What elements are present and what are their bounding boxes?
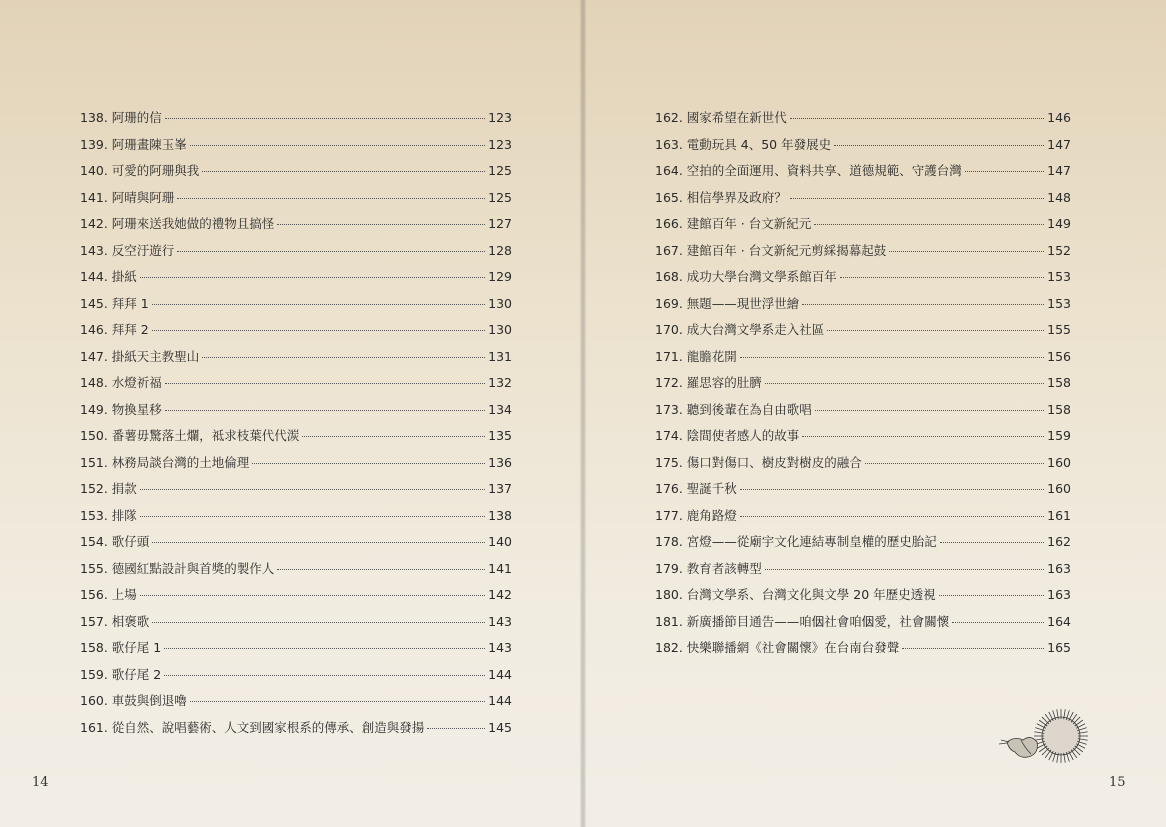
- toc-entry-page: 138: [488, 507, 512, 523]
- toc-entry: [655, 370, 1071, 397]
- toc-entry-title: 175. 傷口對傷口、樹皮對樹皮的融合: [655, 454, 862, 470]
- toc-entry-page: 153: [1047, 269, 1071, 284]
- toc-entry: [80, 556, 512, 583]
- toc-entry: [80, 238, 512, 265]
- dot-leader: [164, 662, 485, 676]
- toc-entry-page: 141: [488, 560, 512, 576]
- toc-entry-title: 149. 物換星移: [80, 401, 162, 417]
- toc-entry-title: 168. 成功大學台灣文學系館百年: [655, 269, 837, 284]
- dot-leader: [814, 212, 1044, 226]
- toc-entry-title: 172. 羅思容的肚臍: [655, 375, 762, 390]
- dot-leader: [165, 106, 485, 120]
- dot-leader: [815, 397, 1044, 411]
- toc-entry-page: 149: [1047, 216, 1071, 231]
- toc-entry: [80, 291, 512, 318]
- dot-leader: [152, 609, 485, 623]
- toc-entry-title: 169. 無題——現世浮世繪: [655, 295, 800, 311]
- dot-leader: [177, 238, 485, 252]
- toc-entry-page: 163: [1047, 587, 1071, 602]
- toc-entry-title: 176. 聖誕千秋: [655, 481, 737, 496]
- toc-entry-title: 180. 台灣文學系、台灣文化與文學 20 年歷史透視: [655, 587, 936, 602]
- toc-entry-title: 161. 從自然、說唱藝術、人文到國家根系的傳承、創造與發揚: [80, 719, 425, 735]
- toc-entry-title: 165. 相信學界及政府？: [655, 189, 787, 205]
- dot-leader: [152, 291, 485, 305]
- toc-entry-title: 170. 成大台灣文學系走入社區: [655, 322, 825, 337]
- toc-entry-page: 163: [1047, 560, 1071, 576]
- toc-entry-title: 163. 電動玩具 4、50 年發展史: [655, 136, 832, 152]
- dot-leader: [765, 371, 1044, 385]
- toc-entry-page: 134: [488, 401, 512, 417]
- toc-entry: [655, 185, 1071, 212]
- toc-entry: [655, 105, 1071, 132]
- dot-leader: [802, 291, 1044, 305]
- toc-entry-page: 130: [488, 322, 512, 337]
- toc-entry: [80, 582, 512, 609]
- dot-leader: [152, 530, 485, 544]
- toc-entry: [80, 450, 512, 477]
- toc-entry-page: 130: [488, 295, 512, 311]
- toc-entry: [80, 370, 512, 397]
- toc-entry-title: 141. 阿晴與阿珊: [80, 189, 175, 205]
- toc-entry-page: 127: [488, 216, 512, 231]
- toc-entry-title: 148. 水燈祈福: [80, 375, 162, 390]
- toc-entry: [655, 397, 1071, 424]
- toc-entry: [655, 291, 1071, 318]
- toc-entry-page: 142: [488, 587, 512, 602]
- toc-entry-title: 159. 歌仔尾 2: [80, 666, 162, 682]
- toc-entry: [655, 450, 1071, 477]
- dot-leader: [865, 450, 1044, 464]
- toc-entry: [80, 609, 512, 636]
- toc-entry-title: 143. 反空汙遊行: [80, 242, 175, 258]
- dot-leader: [889, 238, 1044, 252]
- dot-leader: [165, 371, 485, 385]
- toc-entry: [655, 317, 1071, 344]
- toc-entry-title: 177. 鹿角路燈: [655, 507, 737, 523]
- dot-leader: [190, 689, 485, 703]
- toc-entry-title: 139. 阿珊畫陳玉峯: [80, 136, 187, 152]
- toc-entry-title: 166. 建館百年 · 台文新紀元: [655, 216, 812, 231]
- dot-leader: [740, 503, 1044, 517]
- toc-entry-page: 145: [488, 719, 512, 735]
- dot-leader: [902, 636, 1044, 650]
- toc-entry: [655, 238, 1071, 265]
- toc-entry-page: 123: [488, 110, 512, 125]
- toc-entry-page: 140: [488, 534, 512, 549]
- toc-entry-title: 140. 可愛的阿珊與我: [80, 163, 200, 178]
- dot-leader: [740, 477, 1044, 491]
- toc-entry: [655, 132, 1071, 159]
- toc-list-right: [655, 105, 1071, 662]
- toc-entry-title: 151. 林務局談台灣的土地倫理: [80, 454, 250, 470]
- toc-entry-page: 155: [1047, 322, 1071, 337]
- toc-entry-page: 165: [1047, 640, 1071, 655]
- toc-entry: [80, 503, 512, 530]
- dot-leader: [834, 132, 1044, 146]
- toc-entry-title: 138. 阿珊的信: [80, 110, 162, 125]
- toc-entry-title: 154. 歌仔頭: [80, 534, 150, 549]
- toc-entry: [80, 158, 512, 185]
- dot-leader: [140, 583, 485, 597]
- toc-entry-page: 123: [488, 136, 512, 152]
- toc-entry-title: 179. 教育者該轉型: [655, 560, 762, 576]
- toc-entry-title: 158. 歌仔尾 1: [80, 640, 162, 655]
- toc-entry-title: 162. 國家希望在新世代: [655, 110, 787, 125]
- toc-entry: [655, 609, 1071, 636]
- toc-entry-title: 173. 聽到後輩在為自由歌唱: [655, 401, 812, 417]
- toc-entry-page: 158: [1047, 401, 1071, 417]
- page-number-right: 15: [1109, 775, 1126, 790]
- toc-list-left: [80, 105, 512, 741]
- toc-entry-page: 135: [488, 428, 512, 443]
- dot-leader: [952, 609, 1044, 623]
- toc-entry-title: 152. 捐款: [80, 481, 137, 496]
- toc-entry-title: 145. 拜拜 1: [80, 295, 149, 311]
- toc-entry-title: 157. 相褒歌: [80, 613, 150, 629]
- toc-entry: [80, 662, 512, 689]
- toc-entry-page: 129: [488, 269, 512, 284]
- dot-leader: [177, 185, 485, 199]
- toc-entry-page: 132: [488, 375, 512, 390]
- dot-leader: [165, 397, 485, 411]
- toc-entry-page: 156: [1047, 348, 1071, 364]
- dot-leader: [190, 132, 485, 146]
- toc-entry-title: 146. 拜拜 2: [80, 322, 149, 337]
- toc-entry-page: 164: [1047, 613, 1071, 629]
- toc-entry-page: 143: [488, 640, 512, 655]
- toc-entry-page: 160: [1047, 481, 1071, 496]
- dot-leader: [302, 424, 485, 438]
- dot-leader: [802, 424, 1044, 438]
- dot-leader: [427, 715, 485, 729]
- toc-entry: [80, 132, 512, 159]
- toc-entry: [655, 476, 1071, 503]
- dot-leader: [277, 556, 485, 570]
- toc-entry: [80, 529, 512, 556]
- toc-entry: [80, 476, 512, 503]
- toc-entry: [655, 529, 1071, 556]
- toc-entry-page: 125: [488, 189, 512, 205]
- toc-entry-title: 147. 掛紙天主教聖山: [80, 348, 200, 364]
- toc-entry-page: 160: [1047, 454, 1071, 470]
- toc-entry: [655, 556, 1071, 583]
- dot-leader: [202, 344, 485, 358]
- toc-entry: [655, 344, 1071, 371]
- toc-entry-page: 125: [488, 163, 512, 178]
- dot-leader: [790, 185, 1044, 199]
- toc-entry-title: 144. 掛紙: [80, 269, 137, 284]
- toc-entry-title: 178. 宮燈——從廟宇文化連結專制皇權的歷史胎記: [655, 534, 937, 549]
- dot-leader: [740, 344, 1044, 358]
- toc-entry: [80, 211, 512, 238]
- left-page: [0, 0, 582, 827]
- dot-leader: [840, 265, 1044, 279]
- toc-entry-title: 181. 新廣播節目通告——咱𪜶社會咱𪜶愛，社會關懷: [655, 613, 950, 629]
- toc-entry-page: 146: [1047, 110, 1071, 125]
- toc-entry: [80, 397, 512, 424]
- toc-entry-title: 167. 建館百年 · 台文新紀元剪綵揭幕起鼓: [655, 242, 887, 258]
- toc-entry-title: 182. 快樂聯播網《社會關懷》在台南台發聲: [655, 640, 900, 655]
- toc-entry: [655, 503, 1071, 530]
- toc-entry: [655, 158, 1071, 185]
- chestnut-sketch-icon: [995, 706, 1095, 770]
- toc-entry-title: 174. 陰間使者感人的故事: [655, 428, 800, 443]
- dot-leader: [140, 477, 485, 491]
- dot-leader: [790, 106, 1044, 120]
- toc-entry: [655, 635, 1071, 662]
- toc-entry-title: 171. 龍膽花開: [655, 348, 737, 364]
- dot-leader: [164, 636, 485, 650]
- toc-entry-page: 161: [1047, 507, 1071, 523]
- toc-entry-page: 158: [1047, 375, 1071, 390]
- dot-leader: [765, 556, 1044, 570]
- dot-leader: [252, 450, 485, 464]
- dot-leader: [827, 318, 1044, 332]
- page-number-left: 14: [32, 775, 49, 790]
- toc-entry: [80, 105, 512, 132]
- toc-entry-page: 144: [488, 693, 512, 708]
- toc-entry-title: 150. 番薯毋驚落土爛，祗求枝葉代代湠: [80, 428, 300, 443]
- dot-leader: [152, 318, 485, 332]
- dot-leader: [202, 159, 485, 173]
- toc-entry-title: 156. 上場: [80, 587, 137, 602]
- toc-entry-title: 164. 空拍的全面運用、資料共享、道德規範、守護台灣: [655, 163, 962, 178]
- dot-leader: [965, 159, 1044, 173]
- toc-entry-page: 159: [1047, 428, 1071, 443]
- toc-entry: [80, 423, 512, 450]
- toc-entry-title: 153. 排隊: [80, 507, 137, 523]
- toc-entry: [80, 185, 512, 212]
- toc-entry-page: 152: [1047, 242, 1071, 258]
- toc-entry: [80, 635, 512, 662]
- toc-entry: [80, 264, 512, 291]
- toc-entry: [655, 423, 1071, 450]
- dot-leader: [939, 583, 1044, 597]
- toc-entry-title: 160. 車鼓與倒退嚕: [80, 693, 187, 708]
- toc-entry-page: 147: [1047, 163, 1071, 178]
- toc-entry-page: 136: [488, 454, 512, 470]
- toc-entry-page: 143: [488, 613, 512, 629]
- toc-entry-title: 155. 德國紅點設計與首獎的製作人: [80, 560, 275, 576]
- dot-leader: [140, 503, 485, 517]
- toc-entry-page: 128: [488, 242, 512, 258]
- toc-entry-title: 142. 阿珊來送我她做的禮物且搞怪: [80, 216, 275, 231]
- toc-entry: [655, 211, 1071, 238]
- toc-entry: [80, 715, 512, 742]
- toc-entry: [655, 582, 1071, 609]
- toc-entry-page: 147: [1047, 136, 1071, 152]
- toc-entry-page: 148: [1047, 189, 1071, 205]
- toc-entry: [80, 344, 512, 371]
- right-page: [584, 0, 1166, 827]
- dot-leader: [140, 265, 485, 279]
- toc-entry-page: 144: [488, 666, 512, 682]
- toc-entry-page: 131: [488, 348, 512, 364]
- toc-entry-page: 153: [1047, 295, 1071, 311]
- toc-entry: [655, 264, 1071, 291]
- toc-entry-page: 162: [1047, 534, 1071, 549]
- toc-entry: [80, 317, 512, 344]
- toc-entry: [80, 688, 512, 715]
- toc-entry-page: 137: [488, 481, 512, 496]
- dot-leader: [940, 530, 1044, 544]
- dot-leader: [277, 212, 485, 226]
